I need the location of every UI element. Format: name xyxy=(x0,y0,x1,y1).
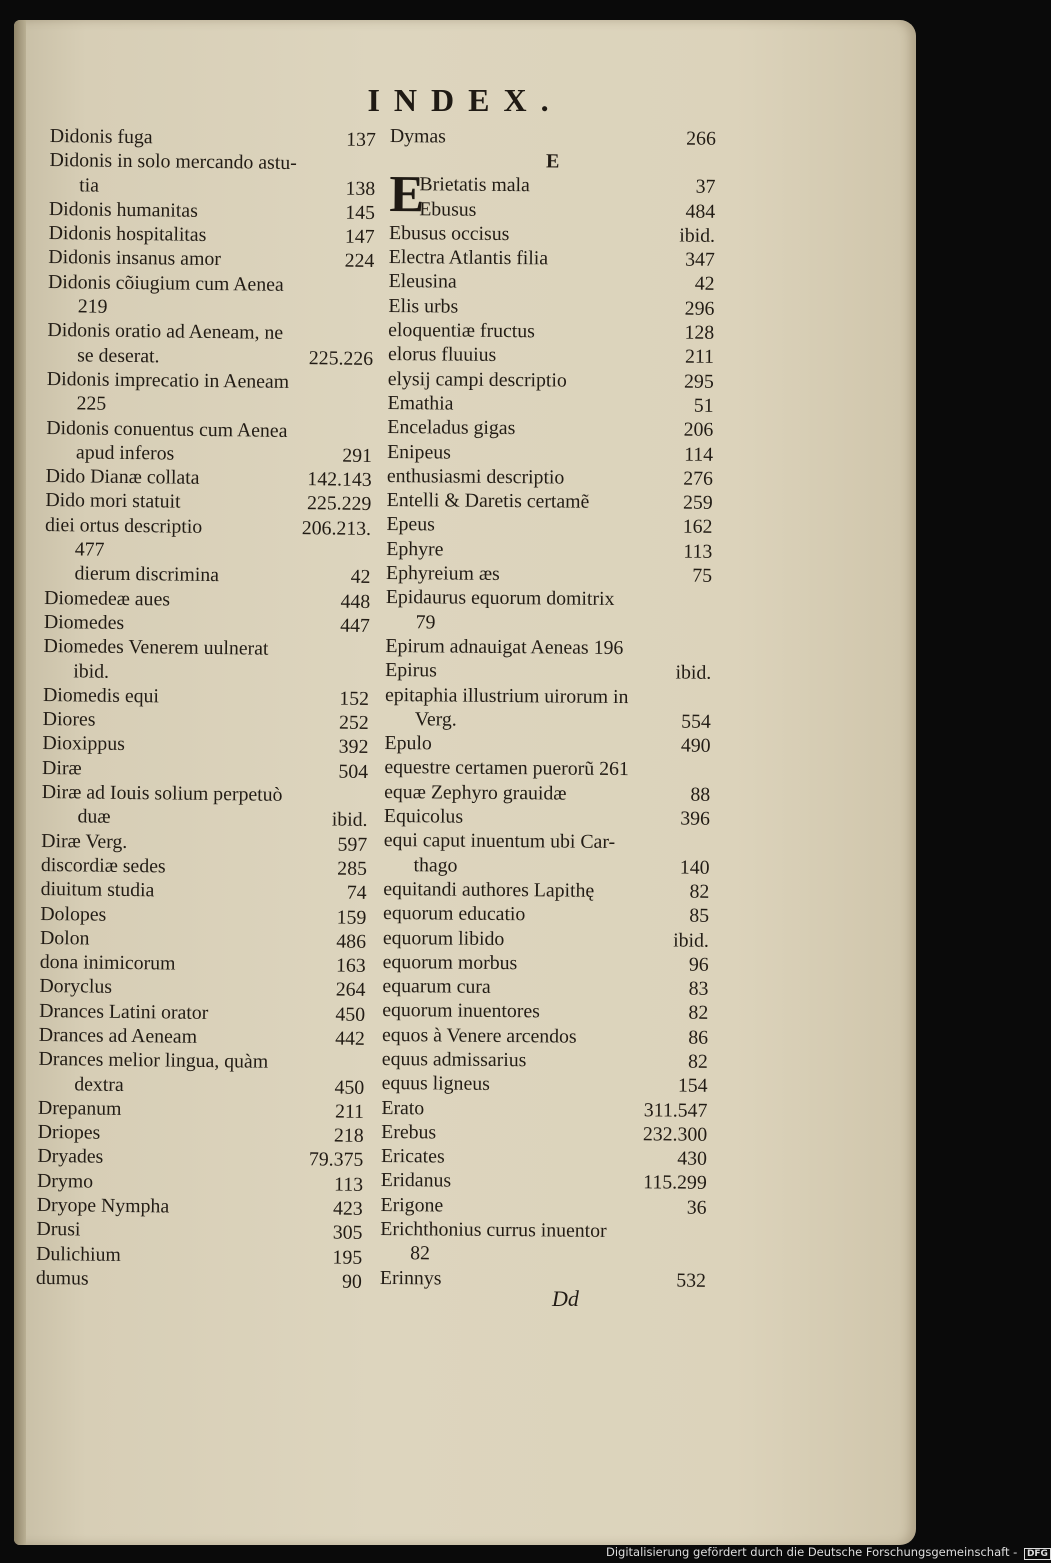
index-term: Ephyreium æs xyxy=(385,562,500,586)
index-entry xyxy=(381,1144,707,1171)
index-entry xyxy=(36,1266,362,1294)
index-entry xyxy=(42,731,368,759)
page-reference: 74 xyxy=(346,881,367,905)
index-entry xyxy=(387,464,713,491)
signature-mark: Dd xyxy=(552,1286,579,1311)
index-term: dumus xyxy=(35,1266,89,1290)
page-reference: 36 xyxy=(686,1196,707,1219)
page-reference xyxy=(700,1244,706,1268)
page-reference: ibid. xyxy=(331,808,368,832)
page-reference: 90 xyxy=(341,1270,363,1293)
index-entry xyxy=(388,342,714,369)
page-reference: 442 xyxy=(335,1027,365,1050)
page-reference xyxy=(369,152,375,176)
index-entry xyxy=(389,221,715,248)
index-entry xyxy=(387,440,713,467)
index-term: Ebusus occisus xyxy=(388,221,510,245)
page-heading: INDEX. xyxy=(367,82,563,118)
index-entry xyxy=(380,1217,706,1244)
page-reference xyxy=(366,419,372,443)
index-term: Epeus xyxy=(386,513,435,536)
page-reference: 162 xyxy=(682,516,713,539)
page-reference: 152 xyxy=(339,687,370,710)
page-reference xyxy=(358,1051,364,1075)
page-reference: 114 xyxy=(684,443,714,466)
index-term: Entelli & Daretis certamẽ xyxy=(386,489,590,513)
page-reference: 82 xyxy=(688,1002,709,1025)
index-term: ibid. xyxy=(73,659,110,683)
book-page xyxy=(14,20,916,1545)
index-entry xyxy=(384,731,710,758)
index-term: epitaphia illustrium uirorum in xyxy=(384,683,629,708)
index-term: Didonis oratio ad Aeneam, ne xyxy=(47,319,284,345)
page-reference: 42 xyxy=(350,566,371,589)
index-entry xyxy=(388,294,714,321)
index-term: Diomedeæ aues xyxy=(44,586,171,611)
page-reference: 154 xyxy=(677,1074,708,1098)
index-term: Dryope Nympha xyxy=(36,1193,170,1218)
index-entry xyxy=(383,877,709,904)
index-entry xyxy=(37,1193,363,1221)
index-entry xyxy=(384,755,710,782)
index-term: Drances Latini orator xyxy=(39,999,209,1024)
index-term: equæ Zephyro grauidæ xyxy=(384,780,567,805)
index-term: Dolon xyxy=(39,926,90,950)
index-term: Diomedes Venerem uulnerat xyxy=(43,635,269,660)
index-term: Verg. xyxy=(414,708,457,731)
page-reference: 85 xyxy=(689,904,710,928)
index-entry xyxy=(385,658,711,685)
page-reference: 37 xyxy=(695,175,716,199)
index-term: se deserat. xyxy=(77,344,160,368)
page-reference: 392 xyxy=(338,735,369,759)
index-term: apud inferos xyxy=(75,441,175,465)
index-term: Epulo xyxy=(384,732,432,755)
index-term: Didonis insanus amor xyxy=(48,246,222,271)
index-entry xyxy=(381,1168,707,1195)
page-reference xyxy=(362,784,368,808)
page-reference xyxy=(367,322,373,346)
page-reference: 276 xyxy=(683,467,714,490)
page-reference: 225.229 xyxy=(306,492,372,516)
page-reference: 83 xyxy=(688,977,709,1000)
index-term: equorum inuentores xyxy=(382,999,541,1023)
digitization-footer xyxy=(606,1545,1051,1560)
page-reference: 142.143 xyxy=(307,468,372,492)
index-term: Erebus xyxy=(381,1120,437,1144)
index-term: Dido Dianæ collata xyxy=(45,465,200,490)
page-reference: 450 xyxy=(335,1003,366,1026)
page-reference xyxy=(706,612,712,636)
index-term: 477 xyxy=(74,538,105,561)
page-reference: 259 xyxy=(682,491,713,514)
index-entry xyxy=(387,391,713,418)
page-reference: 430 xyxy=(677,1147,708,1170)
page-reference: ibid. xyxy=(675,661,712,685)
page-reference: 423 xyxy=(332,1197,363,1220)
index-term: Ephyre xyxy=(386,537,444,561)
index-term: Eleusina xyxy=(388,270,457,294)
index-entry xyxy=(380,1241,706,1268)
page-reference xyxy=(368,274,374,298)
page-reference: 225.226 xyxy=(308,346,374,370)
index-term: equorum educatio xyxy=(383,902,526,926)
index-term: Enipeus xyxy=(387,440,451,464)
index-entry xyxy=(389,245,715,272)
page-binding xyxy=(14,20,26,1545)
index-entry xyxy=(384,828,710,855)
index-entry xyxy=(385,707,711,734)
page-reference: 82 xyxy=(687,1050,708,1073)
index-entry xyxy=(387,415,713,442)
page-reference xyxy=(367,371,373,395)
page-reference xyxy=(368,298,374,322)
page-reference: 147 xyxy=(344,225,375,249)
index-entry xyxy=(382,1071,708,1098)
page-reference: 396 xyxy=(680,807,711,830)
index-term: 219 xyxy=(77,295,108,318)
page-reference xyxy=(365,541,371,565)
index-entry xyxy=(385,634,711,661)
page-reference: 232.300 xyxy=(642,1123,708,1146)
index-term: Eridanus xyxy=(380,1169,452,1193)
index-term: discordiæ sedes xyxy=(40,853,166,878)
index-term: Drusi xyxy=(36,1218,81,1241)
page-reference: 597 xyxy=(337,833,368,856)
index-entry xyxy=(388,367,714,394)
footer-text: Digitalisierung gefördert durch die Deutsche Forschungsgemeinschaft - xyxy=(606,1545,1018,1559)
index-term: equi caput inuentum ubi Car- xyxy=(383,829,616,854)
index-column-left xyxy=(36,124,376,1294)
index-term: Erato xyxy=(381,1096,425,1119)
page-reference: 447 xyxy=(340,614,371,637)
page-reference: 291 xyxy=(342,444,373,467)
index-term: equus ligneus xyxy=(381,1072,490,1096)
index-term: Dymas xyxy=(389,124,447,148)
page-reference xyxy=(363,638,369,662)
index-term: elysij campi descriptio xyxy=(387,367,567,392)
index-term: Brietatis mala xyxy=(419,173,530,197)
page-reference xyxy=(700,1220,706,1244)
page-reference: 82 xyxy=(689,880,710,903)
index-term: Erinnys xyxy=(379,1266,442,1290)
page-reference: 145 xyxy=(345,201,376,224)
index-term: Equicolus xyxy=(383,804,464,828)
page-reference xyxy=(704,831,710,855)
page-reference: 140 xyxy=(679,856,710,879)
page-reference: 311.547 xyxy=(643,1098,708,1122)
index-term: Diores xyxy=(42,708,96,731)
index-term: Enceladus gigas xyxy=(387,416,516,440)
index-term: 225 xyxy=(76,392,107,415)
index-term: diei ortus descriptio xyxy=(44,513,203,538)
index-term: Diomedis equi xyxy=(42,683,160,708)
index-term: Dido mori statuit xyxy=(45,489,181,514)
page-reference: ibid. xyxy=(673,929,709,952)
index-term: Epidaurus equorum domitrix xyxy=(385,586,615,611)
page-reference xyxy=(705,685,711,709)
page-reference: 163 xyxy=(335,954,366,978)
dfg-logo-icon: DFG xyxy=(1024,1548,1051,1560)
index-term: equarum cura xyxy=(382,975,491,999)
index-entry xyxy=(382,1023,708,1050)
page-reference: 128 xyxy=(684,321,715,344)
index-term: Didonis conuentus cum Aenea xyxy=(46,416,288,442)
index-term: Ebusus xyxy=(419,197,477,221)
index-entry xyxy=(380,1193,706,1220)
index-term: 82 xyxy=(410,1242,431,1265)
page-reference: 486 xyxy=(336,930,367,953)
page-reference: 75 xyxy=(692,564,713,587)
page-reference: 296 xyxy=(684,297,715,320)
index-term: eloquentiæ fructus xyxy=(388,319,535,343)
page-reference: 42 xyxy=(694,273,715,296)
index-entry xyxy=(385,683,711,710)
page-reference: 51 xyxy=(693,394,714,417)
index-term: duæ xyxy=(77,805,111,829)
index-entry xyxy=(389,269,715,296)
index-entry xyxy=(382,974,708,1001)
index-term: Didonis humanitas xyxy=(48,197,198,222)
index-term: Didonis in solo mercando astu- xyxy=(49,149,297,175)
page-reference xyxy=(363,662,369,686)
index-entry xyxy=(386,585,712,612)
index-entry xyxy=(381,1120,707,1147)
page-reference: 484 xyxy=(685,200,716,223)
index-term: Didonis imprecatio in Aeneam xyxy=(46,367,290,393)
index-term: Didonis hospitalitas xyxy=(48,222,207,247)
index-entry xyxy=(383,901,709,928)
index-term: diuitum studia xyxy=(40,878,155,902)
index-term: Didonis cõiugium cum Aenea xyxy=(47,270,284,296)
index-column-right xyxy=(380,124,716,1293)
page-reference: 86 xyxy=(688,1026,709,1049)
page-reference: 211 xyxy=(684,345,715,369)
page-reference: 195 xyxy=(332,1246,363,1269)
page-reference: 266 xyxy=(686,127,716,150)
index-term: Drances ad Aeneam xyxy=(38,1023,198,1048)
page-reference xyxy=(705,637,711,661)
page-reference: 490 xyxy=(680,734,711,757)
index-entry xyxy=(386,561,712,588)
page-reference: 88 xyxy=(690,783,711,806)
index-term: Didonis fuga xyxy=(49,124,153,149)
page-reference: 96 xyxy=(688,953,709,976)
index-term: Electra Atlantis filia xyxy=(388,246,549,270)
index-term: Doryclus xyxy=(39,975,113,999)
index-term: equorum libido xyxy=(382,926,505,950)
page-reference: 295 xyxy=(683,370,714,393)
drop-cap: E xyxy=(389,166,425,224)
page-reference: 218 xyxy=(333,1124,364,1148)
page-reference: 206.213. xyxy=(301,516,372,540)
index-term: Diomedes xyxy=(43,610,125,634)
page-reference: 79.375 xyxy=(308,1148,364,1172)
page-reference: 138 xyxy=(345,177,376,200)
page-reference: ibid. xyxy=(679,224,716,247)
index-term: thago xyxy=(413,853,458,877)
index-term: Dryades xyxy=(37,1145,104,1169)
index-term: Diræ xyxy=(42,756,82,780)
index-term: Erichthonius currus inuentor xyxy=(380,1218,607,1242)
page-reference: 137 xyxy=(346,128,376,151)
index-term: 79 xyxy=(415,610,436,634)
index-term: equestre certamen puerorũ 261 xyxy=(384,756,629,781)
page-reference xyxy=(706,588,712,612)
index-term: Diræ Verg. xyxy=(41,829,128,853)
index-term: equorum morbus xyxy=(382,950,518,974)
page-reference: 115.299 xyxy=(643,1171,707,1195)
index-term: equos à Venere arcendos xyxy=(381,1023,577,1048)
page-reference: 113 xyxy=(683,540,713,563)
index-entry xyxy=(382,1047,708,1074)
index-term: equitandi authores Lapithę xyxy=(383,877,595,902)
index-entry xyxy=(390,124,716,151)
index-term: dextra xyxy=(74,1072,124,1096)
page-reference: 450 xyxy=(334,1076,365,1099)
index-term: dierum discrimina xyxy=(74,562,220,587)
index-term: Dulichium xyxy=(36,1242,121,1266)
index-term: enthusiasmi descriptio xyxy=(386,464,565,489)
page-reference: 347 xyxy=(685,248,715,272)
page-reference: 305 xyxy=(332,1221,363,1245)
index-term: equus admissarius xyxy=(381,1047,527,1072)
page-reference: 206 xyxy=(683,418,714,442)
index-term: Drances melior lingua, quàm xyxy=(38,1048,269,1074)
section-letter-mark: E xyxy=(545,150,560,173)
page-reference xyxy=(704,758,710,782)
index-entry xyxy=(380,1266,706,1293)
page-reference: 554 xyxy=(681,710,711,733)
index-term: Driopes xyxy=(37,1121,101,1144)
index-term: Diræ ad Iouis solium perpetuò xyxy=(41,780,283,806)
index-term: Epirus xyxy=(385,659,437,682)
index-entry xyxy=(384,780,710,807)
index-term: Erigone xyxy=(380,1193,444,1217)
page-reference: 264 xyxy=(335,978,366,1002)
index-term: Drepanum xyxy=(37,1096,122,1120)
index-entry xyxy=(383,925,709,952)
index-term: Emathia xyxy=(387,391,454,415)
page-reference: 285 xyxy=(337,857,368,880)
index-term: Ericates xyxy=(380,1145,445,1168)
index-term: elorus fluuius xyxy=(387,343,497,367)
page-reference: 113 xyxy=(333,1173,364,1196)
index-entry xyxy=(388,318,714,345)
page-reference: 252 xyxy=(338,711,369,735)
page-reference xyxy=(366,395,372,419)
page-reference: 532 xyxy=(676,1269,707,1292)
page-reference: 504 xyxy=(338,760,369,783)
index-entry xyxy=(389,197,715,224)
index-entry xyxy=(383,853,709,880)
page-reference: 448 xyxy=(340,590,371,613)
index-term: Dolopes xyxy=(40,902,107,926)
index-entry xyxy=(386,610,712,637)
index-entry xyxy=(383,950,709,977)
index-entry xyxy=(386,512,712,539)
index-entry xyxy=(382,998,708,1025)
index-term: Elis urbs xyxy=(388,294,459,318)
index-term: Drymo xyxy=(36,1169,94,1193)
index-term: dona inimicorum xyxy=(39,951,176,975)
index-entry xyxy=(384,804,710,831)
page-reference: 159 xyxy=(336,906,367,929)
index-term: Epirum adnauigat Aeneas 196 xyxy=(385,634,624,659)
index-entry xyxy=(381,1096,707,1123)
page-reference: 211 xyxy=(334,1100,365,1123)
index-entry xyxy=(387,488,713,515)
index-entry xyxy=(386,537,712,564)
index-term: tia xyxy=(79,173,100,197)
page-reference: 224 xyxy=(344,250,375,273)
index-term: Dioxippus xyxy=(42,732,125,756)
